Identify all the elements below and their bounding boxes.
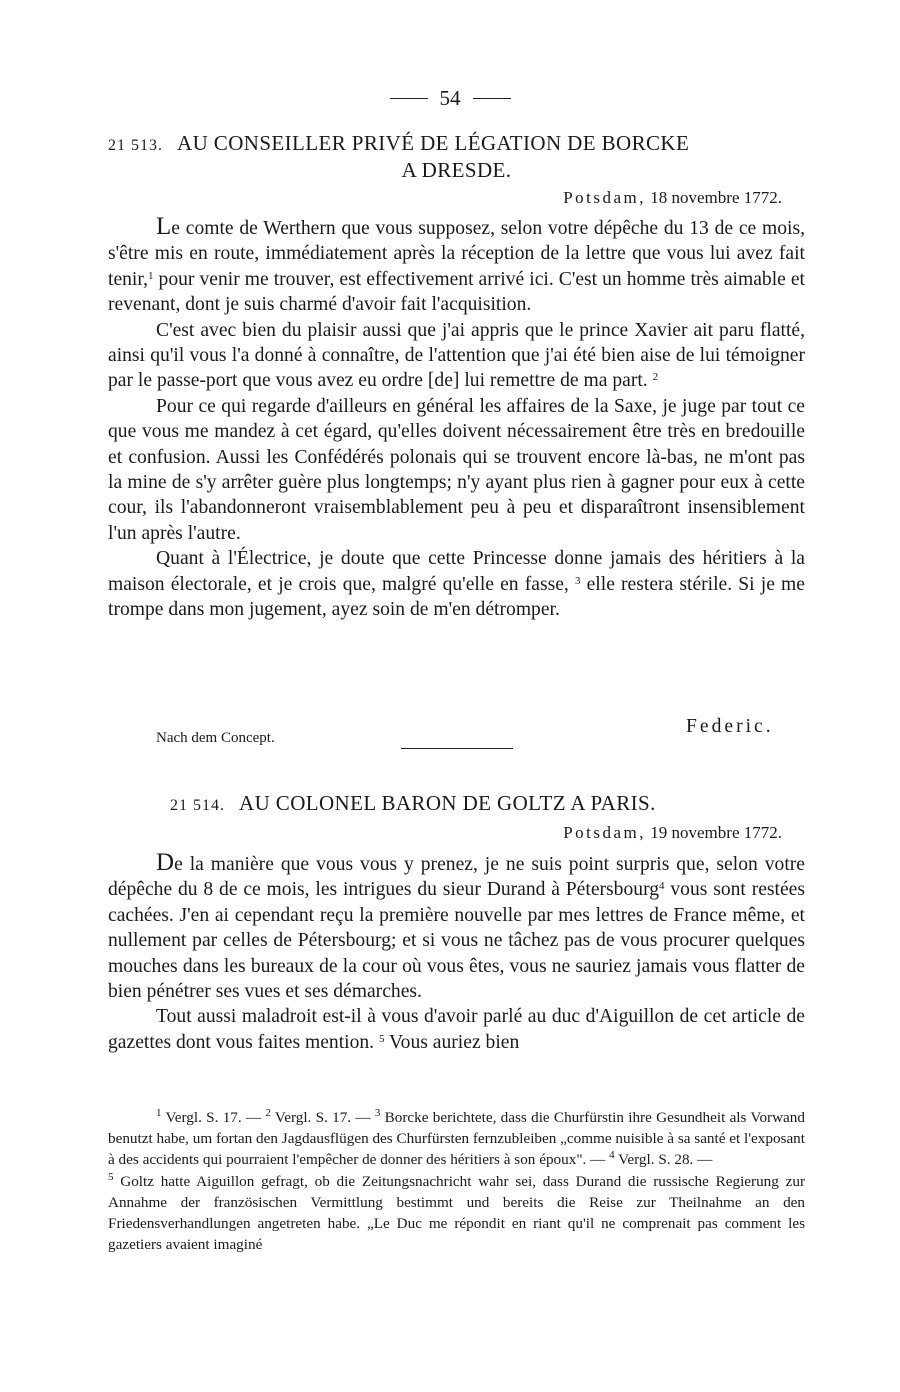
footnotes [108,1107,805,1255]
letter2-number: 21 514. [170,797,225,814]
section-divider [401,748,513,749]
letter1-initial: L [156,213,172,240]
letter1-date-place: Potsdam, [563,188,647,207]
letter1-number: 21 513. [108,137,163,154]
footnote-5: Goltz hatte Aiguillon gefragt, ob die Zeitungsnachricht wahr sei, dass Durand die russische Regierung zur Annahme der französischen Vermittlung bestimmt und bereits die Reise zur Theilnahme an den Friedensverhandlungen angetreten habe. „Le Duc me répondit en riant qu'il ne comprenait pas comment les gazetiers avaient imaginé [108,1172,805,1254]
footnote-2: Vergl. S. 17. — [270,1109,375,1126]
letter2-dateline [563,823,782,843]
letter2-date: 19 novembre 1772. [650,823,782,842]
letter1-source: Nach dem Concept. [156,730,275,746]
letter1-paragraph-1 [108,214,805,318]
footnote-ref-2: 2 [652,371,659,384]
letter1-date: 18 novembre 1772. [650,188,782,207]
letter2-p1-text2: vous sont restées cachées. J'en ai cependant reçu la première nouvelle par mes lettres de France même, et nullement par celles de Pétersbourg; et si vous ne tâchez pas de vous procurer quelques mouches dans les bureaux de la cour où vous êtes, vous ne sauriez jamais vous flatter de bien pénétrer ses vues et ses démarches. [108,879,805,1003]
footnote-4: Vergl. S. 28. — [614,1151,713,1169]
footnote-mark-4: 4 [609,1149,615,1162]
letter1-p4-text2: elle restera stérile. Si je me trompe dans mon jugement, ayez soin de m'en détromper. [108,573,805,621]
footnote-ref-5: 5 [379,1032,385,1045]
page-number-value: 54 [439,86,461,110]
footnote-ref-3: 3 [574,574,581,587]
letter1-body [108,214,805,623]
letter1-paragraph-2 [108,318,805,394]
letter2-date-place: Potsdam, [563,823,647,842]
page-number-dash-right [473,98,511,99]
letter1-paragraph-4 [108,546,805,622]
letter1-title-line2: A DRESDE. [401,158,512,182]
letter2-paragraph-1 [108,850,805,1004]
letter2-p2-text: Tout aussi maladroit est-il à vous d'avoir parlé au duc d'Aiguillon de cet article de gazettes dont vous faites mention. [108,1006,805,1053]
letter1-p1-text2: pour venir me trouver, est effectivement arrivé ici. C'est un homme très aimable et revenant, dont je suis charmé d'avoir fait l'acquisition. [108,268,805,316]
letter1-p2-text: C'est avec bien du plaisir aussi que j'ai appris que le prince Xavier ait paru flatté, ainsi qu'il vous l'a donné à connaître, de l'attention que j'ai été bien aise de lui témoigner par le passe-port que vous avez eu ordre [de] lui remettre de ma part. [108,319,805,392]
footnote-mark-2: 2 [265,1107,271,1119]
letter1-heading [108,131,805,183]
letter1-p3-text: Pour ce qui regarde d'ailleurs en général les affaires de la Saxe, je juge par tout ce que vous me mandez à cet égard, qu'elles doivent nécessairement être très en bredouille et confusion. Aussi les Confédérés polonais qui se trouvent encore là-bas, ne m'ont pas la mine de s'y arrêter guère plus longtemps; n'y ayant plus rien à gagner pour eux à cette cour, ils l'abandonneront vraisemblablement peu à peu et disparaîtront insensiblement l'un après l'autre. [108,395,805,544]
letter2-paragraph-2 [108,1004,805,1055]
letter2-title-line1: AU COLONEL BARON DE GOLTZ A PARIS. [239,791,656,815]
letter1-dateline [563,188,782,208]
footnote-mark-3: 3 [374,1107,381,1119]
letter1-signature: Federic. [686,716,774,737]
footnote-mark-1: 1 [156,1107,162,1119]
page-number-dash-left [390,98,428,99]
footnote-ref-1: 1 [148,269,154,282]
letter1-p4-text: Quant à l'Électrice, je doute que cette Princesse donne jamais des héritiers à la maison électorale, et je crois que, malgré qu'elle en fasse, [108,548,805,595]
letter2-body [108,850,805,1055]
letter2-heading [170,791,810,818]
letter2-p1-text: e la manière que vous vous y prenez, je ne suis point surpris que, selon votre dépêche du 8 de ce mois, les intrigues du sieur Durand à Pétersbourg [108,854,805,901]
page-number [0,86,900,111]
letter2-initial: D [156,849,175,876]
letter1-title-line1: AU CONSEILLER PRIVÉ DE LÉGATION DE BORCKE [177,131,690,155]
footnote-ref-4: 4 [659,880,665,893]
letter1-p1-text: e comte de Werthern que vous supposez, selon votre dépêche du 13 de ce mois, s'être mis en route, immédiatement après la réception de la lettre que vous lui avez fait tenir, [108,218,805,290]
footnote-block [108,1107,805,1255]
letter2-p2-text2: Vous auriez bien [384,1031,520,1053]
footnote-1: Vergl. S. 17. — [161,1109,266,1126]
footnote-3: Borcke berichtete, dass die Churfürstin ihre Gesundheit als Vorwand benutzt habe, um fortan den Jagdausflügen des Churfürsten fernzubleiben „comme nuisible à sa santé et l'exposant à des accidents qui pourraient l'empêcher de donner des héritiers à son époux". — [108,1109,805,1169]
footnote-mark-5: 5 [108,1170,114,1183]
letter1-paragraph-3 [108,394,805,546]
